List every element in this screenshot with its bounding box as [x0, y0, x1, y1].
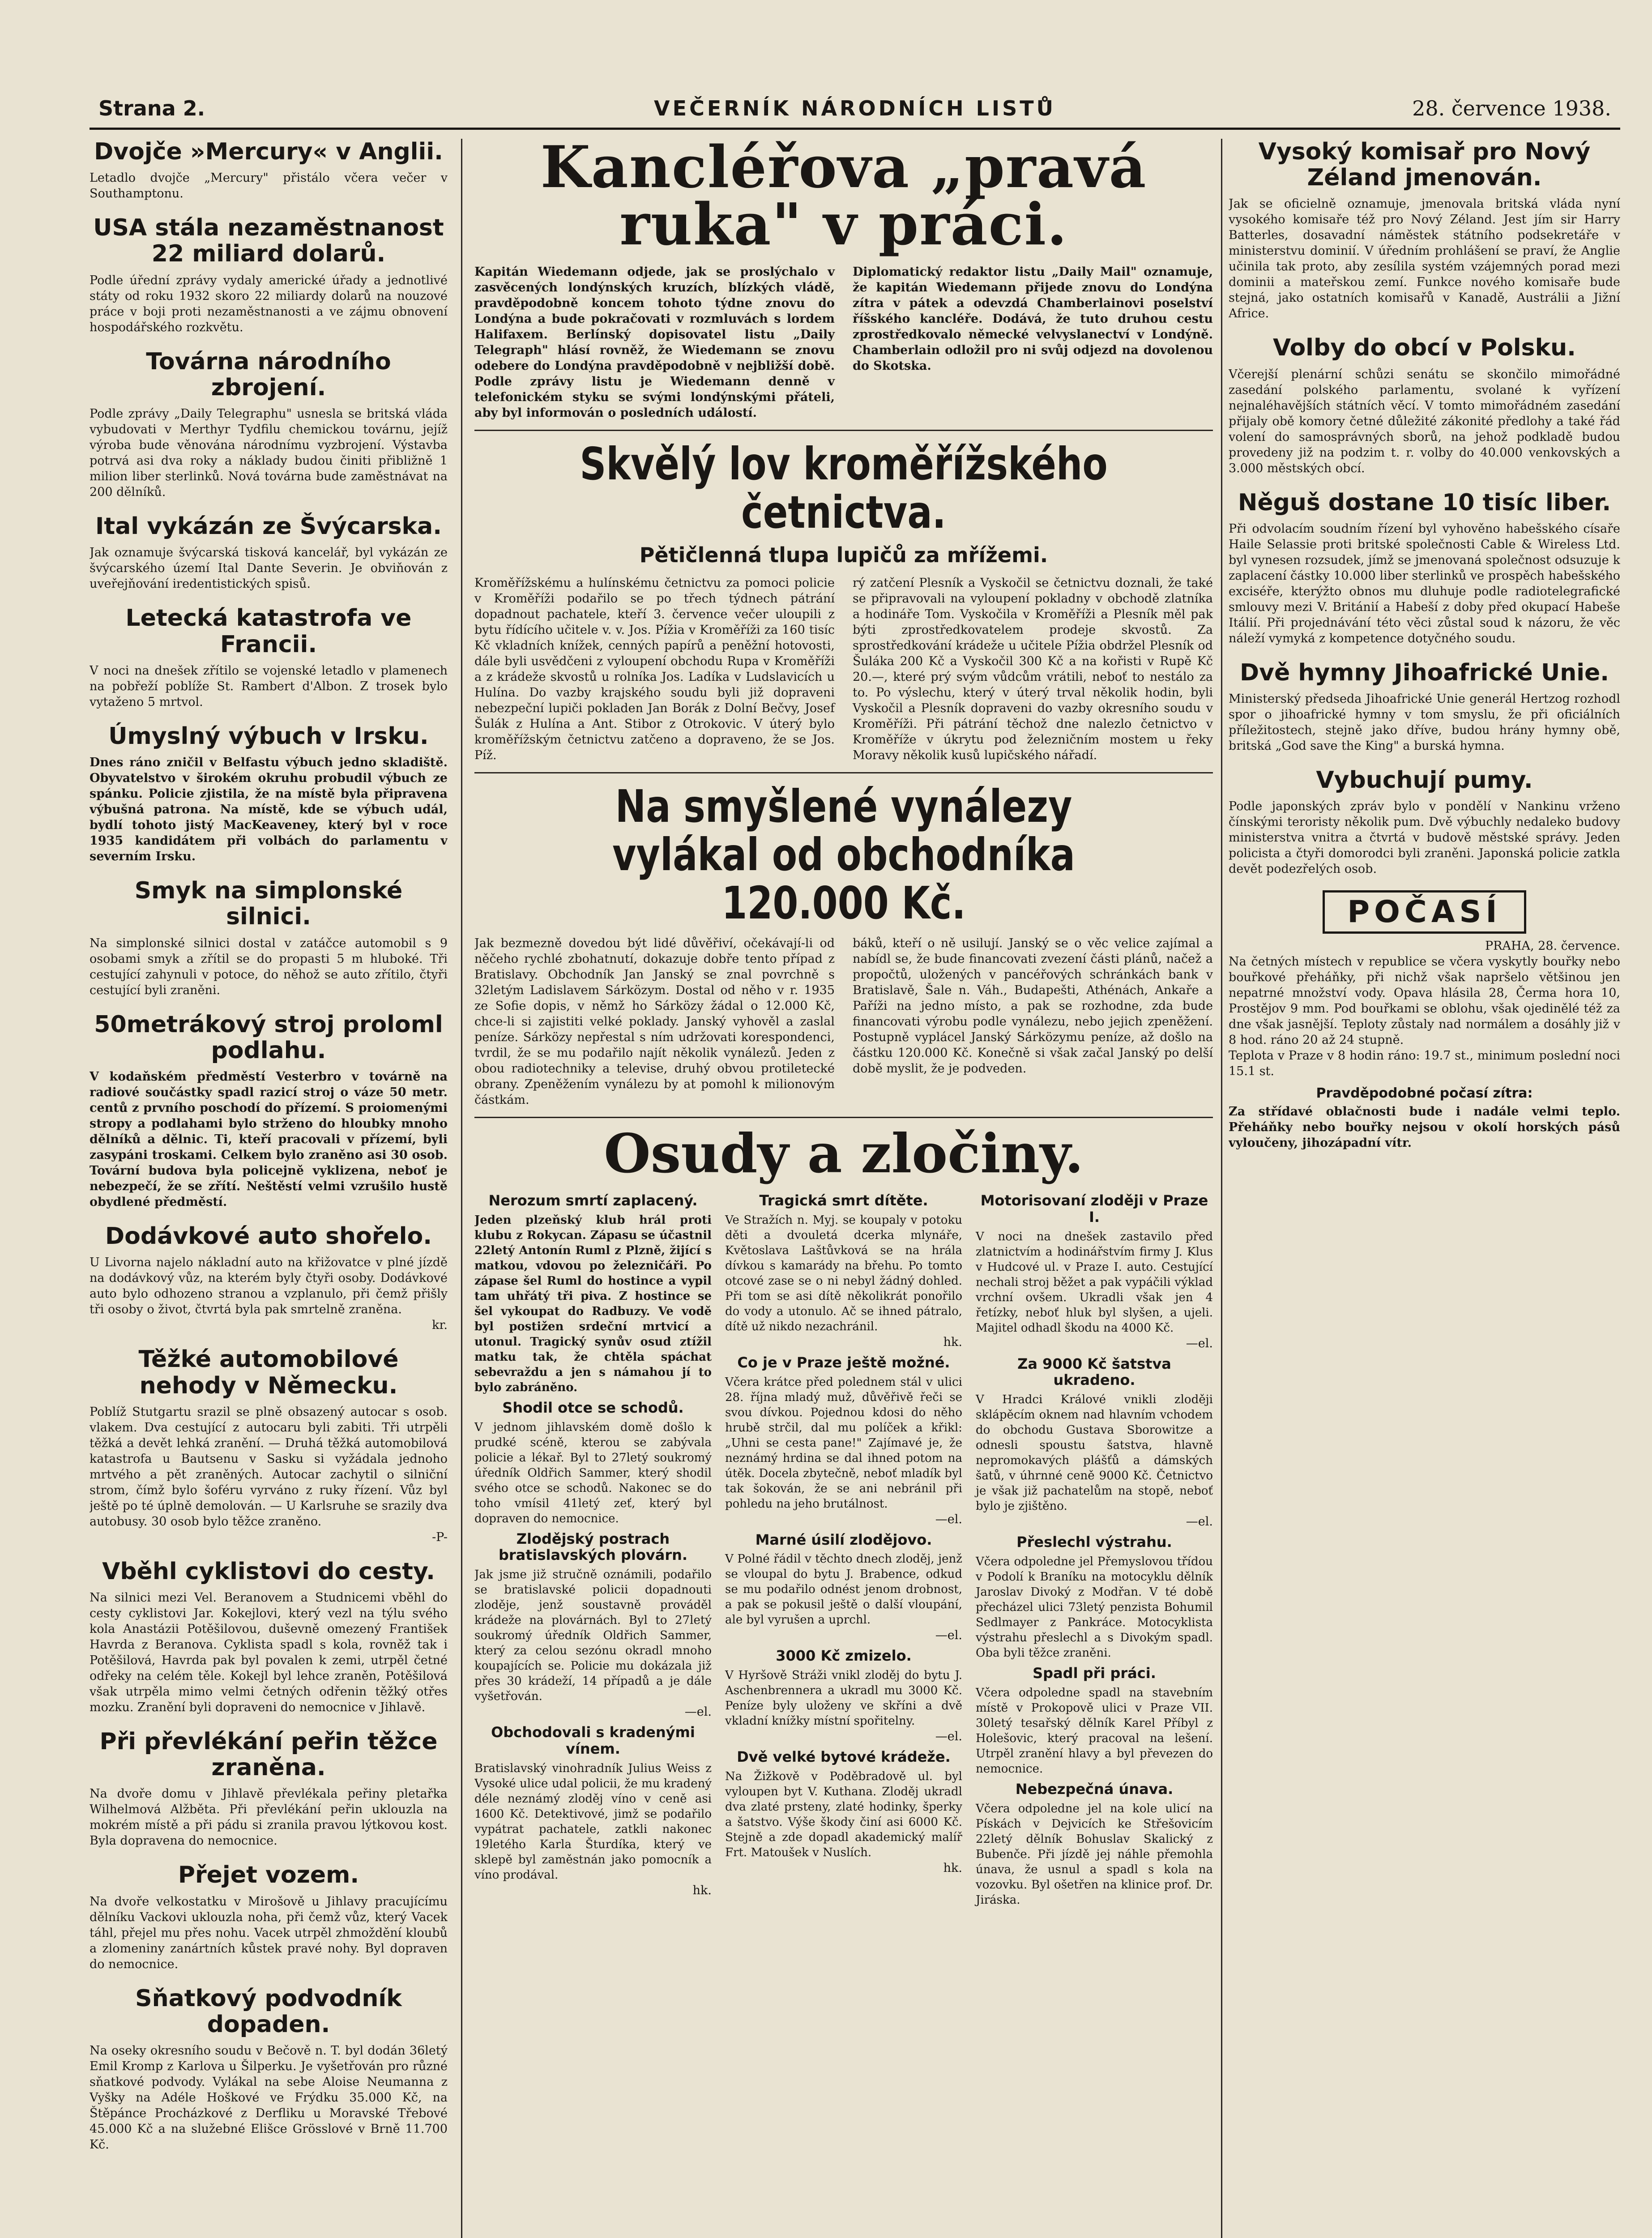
article [90, 1223, 448, 1333]
article-body: Letadlo dvojče „Mercury" přistálo včera večer v Southamptonu. [90, 171, 448, 201]
article [90, 1862, 448, 1972]
crime-note-signature: hk. [692, 1883, 712, 1897]
article [90, 215, 448, 335]
article [90, 605, 448, 709]
crime-note-body: Na Žižkově v Poděbradově ul. byl vyloupen byt V. Kuthana. Zloděj ukradl dva zlaté prsteny, zlaté hodinky, šperky a šatstvo. Výše škody činí asi 6000 Kč. Stejně a zde dopadl akademický malíř Frt. Matoušek v Nuslích. [725, 1769, 962, 1859]
article-headline: USA stála nezaměstnanost 22 miliard dolarů. [93, 214, 444, 268]
crime-note [976, 1192, 1213, 1351]
masthead [90, 92, 1620, 130]
crime-note-headline: Co je v Praze ještě možné. [737, 1354, 950, 1371]
column-divider [461, 139, 462, 2238]
lead-headline: Kancléřova „pravá ruka" v práci. [540, 139, 1147, 258]
article-body: Na dvoře velkostatku v Mirošově u Jihlavy pracujícímu dělníku Vackovi uklouzla noha, při čemž vůz, který Vacek táhl, přejel mu přes nohu. Vacek utrpěl zhmoždění kloubů a zlomeniny zanártních kůstek pravé nohy. Byl dopraven do nemocnice. [90, 1894, 448, 1971]
crime-note [976, 1534, 1213, 1661]
article-body: V kodaňském předměstí Vesterbro v továrně na radiové součástky spadl razicí stroj o váze 50 metr. centů z prvního poschodí do přízemí. S proiomenými stropy a podlahami bylo strženo do hloubky mnoho dělníků a dělnic. Ti, kteří pracovali v přízemí, byli zasypáni troskami. Celkem bylo zraněno asi 30 osob. Tovární budova byla policejně vyklizena, neboť je nebezpečí, že se zřítí. Neštěstí velmi vzrušilo hustě obydlené předměstí. [90, 1070, 448, 1209]
crime-column [725, 1188, 962, 1908]
article [1229, 335, 1620, 476]
article [90, 349, 448, 500]
crime-note-signature: —el. [684, 1705, 712, 1719]
article-body: Podle zprávy „Daily Telegraphu" usnesla se britská vláda vybudovati v Merthyr Tydfilu chemickou továrnu, jejíž výroba bude věnována národnímu vyzbrojení. Výstavba potrvá asi dva roky a náklady budou činiti přibližně 1 milion liber sterlinků. Nová továrna bude zaměstnávat na 200 dělníků. [90, 407, 448, 500]
crime-note [474, 1531, 712, 1720]
article-headline: Sňatkový podvodník dopaden. [135, 1985, 402, 2038]
center-column [474, 139, 1213, 2238]
article-headline: Dvojče »Mercury« v Anglii. [94, 139, 443, 165]
crime-note [725, 1354, 962, 1527]
article-body: Při odvolacím soudním řízení byl vyhověno habešského císaře Haile Selassie proti britské společnosti Cable & Wireless Ltd. byl vynesen rozsudek, jímž se jmenovaná společnost odsuzuje k zaplacení částky 10.000 liber sterlinků ve prospěch habešského exciséře, kterýžto obnos mu dluhuje podle radiotelegrafické smlouvy mezi V. Británií a Habeší z doby před okupací Habeše Itálií. Při projednávání této věci zůstal soud k názoru, že věc náleží vymyká z kompetence dotyčného soudu. [1229, 521, 1620, 645]
article-signature: -P- [432, 1530, 448, 1544]
story-body-left: Jak bezmezně dovedou být lidé důvěřiví, očekávají-li od něčeho rychlé zbohatnutí, dokazuje dobře tento případ z Bratislavy. Obchodník Jan Janský se znal povrchně s 32letým Ladislavem Sárközym. Dostal od něho v r. 1935 ze Sofie dopis, v němž ho Sárközy žádal o 12.000 Kč, chce-li si zajistiti velké poklady. Janský vyhověl a zaslal peníze. Sárközy nepřestal s ním udržovati korespondenci, tvrdil, že se mu podařilo najít několik vynálezů. Jeden z obou radiotechniky a televise, druhý obvou protiletecké obrany. Zpeněžením vynálezu by at pomohl k milionovým částkám. [474, 936, 835, 1107]
weather-heading: POČASÍ [1323, 890, 1526, 934]
crime-note-signature: —el. [935, 1730, 962, 1744]
lead-body-right: Diplomatický redaktor listu „Daily Mail" oznamuje, že kapitán Wiedemann přijede znovu do Londýna zítra v pátek a odevzdá Chamberlainovi poselství říšského kancléře. Dodává, že tuto druhou cestu zprostředkovalo německé velvyslanectví v Londýně. Chamberlain odložil pro ni svůj odjezd na dovolenou do Skotska. [853, 265, 1213, 373]
weather-box [1229, 890, 1620, 1151]
crime-note-headline: Tragická smrt dítěte. [759, 1192, 928, 1209]
crime-note-headline: Zlodějský postrach bratislavských plovárn. [498, 1530, 688, 1564]
story-cetnictvo [474, 440, 1213, 763]
crime-note-body: Včera odpoledne spadl na stavebním místě v Prokopově ulici v Praze VII. 30letý tesařský dělník Karel Příbyl z Holešovic, který pracoval na lešení. Utrpěl zranění hlavy a byl převezen do nemocnice. [976, 1686, 1213, 1776]
crime-note [976, 1781, 1213, 1908]
crime-note [474, 1400, 712, 1526]
crime-note [474, 1192, 712, 1395]
crime-note-signature: hk. [943, 1861, 962, 1875]
crime-note-body: V Hradci Králové vnikli zloději sklápěcím oknem nad hlavním vchodem do obchodu Gustava Sborowitze a odnesli spoustu šatstva, hlavně nepromokavých plášťů a dámských šatů, v úhrnné ceně 9000 Kč. Četnictvo je však již pachatelům na stopě, neboť bylo je zjištěno. [976, 1393, 1213, 1513]
article [1229, 660, 1620, 754]
crime-note-headline: Spadl při práci. [1033, 1664, 1156, 1682]
crime-note-signature: —el. [1186, 1515, 1213, 1529]
crime-note-body: Včera odpoledne jel Přemyslovou třídou v Podolí k Braníku na motocyklu dělník Jaroslav Divoký z Modřan. V té době přecházel ulici 73letý penzista Bohumil Sedlmayer z Pankráce. Motocyklista výstrahu přeslechl a s Divokým spadl. Oba byli těžce zraněni. [976, 1555, 1213, 1660]
article [90, 513, 448, 592]
article [90, 1012, 448, 1210]
article-body: Jak se oficielně oznamuje, jmenovala britská vláda nyní vysokého komisaře též pro Nový Zéland. Jest jím sir Harry Batterles, dosavadní náměstek státního podsekretáře v ministerstvu dominií. V úředním prohlášení se praví, že Anglie učinila tak proto, aby zesílila systém vzájemných porad mezi dominii a mateřskou zemí. Funkce nového komisaře bude stejná, jako ostatních komisařů v Kanadě, Austrálii a Jižní Africe. [1229, 197, 1620, 321]
crime-column [976, 1188, 1213, 1908]
article [90, 139, 448, 201]
article-headline: Dvě hymny Jihoafrické Unie. [1239, 659, 1609, 686]
article-body: Ministerský předseda Jihoafrické Unie generál Hertzog rozhodl spor o jihoafrické hymny v tom smyslu, že při oficiálních příležitostech, stejně jako dříve, budou hrány hymny obě, britská „God save the King" a burská hymna. [1229, 692, 1620, 753]
story-body-right: báků, kteří o ně usilují. Janský se o věc velice zajímal a nabídl se, že bude financovati zvezení části plánů, načež a propočtů, uložených v pancéřových schránkách bank v Bratislavě, Šale n. Váh., Budapešti, Athénách, Ankaře a Paříži na jedno místo, a pak se rozhodne, zda bude financovati výrobu podle vynálezu, nebo jejich zpeněžení. Postupně vyplácel Janský Sárközymu peníze, až došlo na částku 120.000 Kč. Konečně si však začal Janský po delší době myslit, že je podveden. [853, 936, 1213, 1076]
article-headline: Ital vykázán ze Švýcarska. [95, 513, 442, 540]
crime-note [725, 1749, 962, 1876]
article-headline: Vysoký komisař pro Nový Zéland jmenován. [1258, 139, 1591, 192]
crime-note-body: V Polné řádil v těchto dnech zloděj, jenž se vloupal do bytu J. Brabence, odkud se mu podařilo odnést jenom drobnost, a pak se pokusil ještě o další vloupání, ale byl vyrušen a uprchl. [725, 1552, 962, 1627]
article [90, 878, 448, 998]
article-body: V noci na dnešek zřítilo se vojenské letadlo v plamenech na pobřeží poblíže St. Rambert d'Albon. Z trosek bylo vytaženo 5 mrtvol. [90, 663, 448, 709]
separator [474, 1117, 1213, 1118]
crime-note-headline: Marné úsilí zlodějovo. [755, 1531, 932, 1548]
crime-note [976, 1665, 1213, 1777]
article-headline: Dodávkové auto shořelo. [105, 1223, 432, 1250]
article-body: Včerejší plenární schůzi senátu se skončilo mimořádné zasedání polského parlamentu, svolané k vyřízení nejnaléhavějších státních věcí. V tomto mimořádném zasedání přijaly obě komory četné důležité zákonité předlohy a také řád volení do samosprávných sborů, na jehož podkladě budou provedeny již na podzim t. r. volby do 40.000 venkovských a 3.000 městských obcí. [1229, 367, 1620, 475]
article-body: Na dvoře domu v Jihlavě převlékala peřiny pletařka Wilhelmová Alžběta. Při převlékání peřin uklouzla na mokrém místě a při pádu si zranila pravou lýtkovou kost. Byla dopravena do nemocnice. [90, 1787, 448, 1848]
article-body: Na simplonské silnici dostal v zatáčce automobil s 9 osobami smyk a zřítil se do propasti 5 m hluboké. Tři cestující zahynuli v potoce, do něhož se auto zřítilo, čtyři cestující byli zraněni. [90, 936, 448, 997]
crime-column [474, 1188, 712, 1908]
article [90, 1729, 448, 1849]
crime-note-headline: 3000 Kč zmizelo. [776, 1647, 912, 1665]
article-signature: kr. [432, 1318, 448, 1333]
article-body: Poblíž Stutgartu srazil se plně obsazený autocar s osob. vlakem. Dva cestující z autocaru byli zabiti. Tři utrpěli těžká a devět lehká zranění. — Druhá těžká automobilová katastrofa u Bautsenu v Sasku si vyžádala jednoho mrtvého a pět zraněných. Autocar zachytil o silniční strom, čímž bylo šoféru vyrváno z ruky řízení. Vůz byl ještě po té úplně demolován. — U Karlsruhe se srazily dva autobusy. 30 osob bylo těžce zraněno. [90, 1405, 448, 1529]
crime-note [474, 1724, 712, 1898]
article [90, 723, 448, 864]
lead-story [474, 139, 1213, 421]
article-headline: Přejet vozem. [178, 1862, 359, 1889]
crime-note-body: Jeden plzeňský klub hrál proti klubu z Rokycan. Zápasu se účastnil 22letý Antonín Ruml z Plzně, žijící s matkou, vdovou po železničáři. Po zápase šel Ruml do hostince a vypil tam uhřátý tři piva. Z hostince se šel vykoupat do Radbuzy. Ve vodě byl postižen srdeční mrtvicí a utonul. Tragický synův osud ztížil matku tak, že chtěla spáchat sebevraždu a jen s námahou jí to bylo zabráněno. [474, 1213, 712, 1394]
crime-note [725, 1648, 962, 1744]
crime-note-body: Ve Stražích n. Myj. se koupaly v potoku děti a dvouletá dcerka mlynáře, Květoslava Laštůvková se na hrála dívkou s kamarády na břehu. Po tomto otcové zase se o ni nebyl žádný dohled. Při tom se asi dítě několikrát ponořilo do vody a utonulo. Ač se ihned pátralo, dítě už nikdo nezachránil. [725, 1213, 962, 1333]
crime-note-headline: Přeslechl výstrahu. [1016, 1533, 1172, 1551]
story-body-right: rý zatčení Plesník a Vyskočil se četnictvu doznali, že také se připravovali na vyloupení pokladny v obchodě zlatníka a hodináře Tom. Vyskočila v Kroměříži a Plesník měl pak býti zprostředkovatelem prodeje skvostů. Za sprostředkování krádeže u učitele Pížia obdržel Plesník od Šuláka 200 Kč a Vyskočil 300 Kč a na kořisti v Rupě Kč 20.—, které prý svým vůdcům vrátili, neboť to nestálo za to. Po výslechu, který v úterý trval několik hodin, byli Vyskočil a Plesník dopraveni do vazby okresního soudu v Kroměříži. Při pátrání těchož dne nalezlo četnictvo v Kroměříže v úkrytu pod železničním mostem u řeky Moravy několik kusů lupičského nářadí. [853, 576, 1213, 762]
weather-body: Na četných místech v republice se včera vyskytly bouřky nebo bouřkové přeháňky, při nichž však napršelo většinou jen nepatrné množství vody. Opava hlásila 28, Čerma hora 10, Prostějov 9 mm. Pod bouřkami se oblohu, však ojedinělé též za dne však jasnější. Teploty zůstaly nad normálem a dosáhly již v 8 hod. ráno 20 až 24 stupně. [1229, 955, 1620, 1047]
crime-note [976, 1356, 1213, 1530]
article [1229, 490, 1620, 646]
article-headline: Těžké automobilové nehody v Německu. [138, 1346, 399, 1399]
weather-forecast-title: Pravděpodobné počasí zítra: [1316, 1085, 1533, 1102]
article-headline: Při převlékání peřin těžce zraněna. [99, 1728, 438, 1781]
page-number: Strana 2. [98, 96, 205, 120]
crime-note-headline: Za 9000 Kč šatstva ukradeno. [1017, 1355, 1171, 1389]
crime-note-body: Bratislavský vinohradník Julius Weiss z Vysoké ulice udal policii, že mu kradený déle neznámý zloděj víno v ceně asi 1600 Kč. Detektivové, jimž se podařilo vypátrat pachatele, zatkli nakonec 19letého Karla Šturdíka, který ve sklepě byl zaměstnán jako pomocník a víno prodával. [474, 1761, 712, 1882]
story-vynalezy [474, 782, 1213, 1108]
weather-temps: Teplota v Praze v 8 hodin ráno: 19.7 st., minimum poslední noci 15.1 st. [1229, 1049, 1620, 1079]
article-headline: Něguš dostane 10 tisíc liber. [1238, 489, 1611, 516]
crime-note-signature: —el. [1186, 1336, 1213, 1350]
crime-note-headline: Motorisovaní zloději v Praze I. [980, 1192, 1208, 1226]
article-headline: Vběhl cyklistovi do cesty. [102, 1558, 435, 1585]
article-headline: Továrna národního zbrojení. [146, 348, 391, 401]
article-body: Jak oznamuje švýcarská tisková kancelář, byl vykázán ze švýcarského území Ital Dante Severin. Je obviňován z uveřejňování iredentistických spisů. [90, 546, 448, 591]
article-body: Na silnici mezi Vel. Beranovem a Studnicemi vběhl do cesty cyklistovi Jar. Kokejlovi, který vezl na týlu svého kola Anastázii Potěšilovou, duševně omezený František Havrda z Beranova. Cyklista spadl s kola, rovněž tak i Potěšilová, Havrda pak byl povalen k zemi, utrpěl četné odřeky na celém těle. Kokejl byl lehce zraněn, Potěšilová však utrpěla mimo velmi četných odřenin těžký otřes mozku. Zranění byli dopraveni do nemocnice v Jihlavě. [90, 1590, 448, 1714]
story-subheadline: Pětičlenná tlupa lupičů za mřížemi. [639, 543, 1048, 567]
article-headline: Volby do obcí v Polsku. [1273, 334, 1576, 362]
crime-note [725, 1532, 962, 1644]
article [1229, 767, 1620, 877]
article-body: Podle úřední zprávy vydaly americké úřady a jednotlivé státy od roku 1932 skoro 22 miliardy dolarů na nouzové práce v boji proti nezaměstnanosti a ve zájmu obnovení hospodářského rozkvětu. [90, 273, 448, 334]
crime-note-body: Jak jsme již stručně oznámili, podařilo se bratislavské policii dopadnouti zloděje, jenž soustavně prováděl krádeže na plovárnách. Byl to 27letý soukromý úředník Oldřich Sammer, který za celou sezónu okradl mnoho koupajících se. Policie mu dokázala již přes 30 krádeží, 14 případů a je dále vyšetřován. [474, 1568, 712, 1704]
issue-date: 28. července 1938. [1412, 96, 1611, 120]
story-headline: Na smyšlené vynálezy vylákal od obchodníka 120.000 Kč. [612, 780, 1075, 929]
article-headline: Smyk na simplonské silnici. [134, 877, 403, 931]
article-body: Dnes ráno zničil v Belfastu výbuch jedno skladiště. Obyvatelstvo v širokém okruhu probudil výbuch ze spánku. Policie zjistila, že na místě byla připravena výbušná patrona. Na místě, kde se výbuch udál, bydlí tohoto jistý MacKeaveney, který byl v roce 1935 kandidátem při volbách do parlamentu v severním Irsku. [90, 756, 448, 864]
article [90, 1986, 448, 2153]
article [90, 1559, 448, 1715]
crime-note-headline: Nebezpečná únava. [1015, 1780, 1174, 1798]
lead-body-left: Kapitán Wiedemann odjede, jak se proslýchalo v zasvěcených londýnských kruzích, blízkých vládě, pravděpodobně koncem tohoto týdne znovu do Londýna a bude pokračovati v rozmluvách s lordem Halifaxem. Berlínský dopisovatel listu „Daily Telegraph" hlásí rovněž, že Wiedemann se znovu odebere do Londýna pravděpodobně v nejbližší době. Podle zprávy listu je Wiedemann denně v telefonickém styku se svými londýnskými přáteli, aby byl informován o posledních událostí. [474, 265, 835, 420]
crime-note-signature: —el. [935, 1512, 962, 1526]
crime-note-headline: Dvě velké bytové krádeže. [737, 1748, 951, 1766]
crime-note-body: V noci na dnešek zastavilo před zlatnictvím a hodinářstvím firmy J. Klus v Hudcové ul. v Praze I. auto. Cestující nechali stroj běžet a pak vypáčili výklad vrchní ovšem. Ukradli však jen 4 řetízky, neboť hluk byl slyšen, a ujeli. Majitel odhadl škodu na 4000 Kč. [976, 1230, 1213, 1335]
weather-dateline: PRAHA, 28. července. [1485, 939, 1620, 953]
paper-title: VEČERNÍK NÁRODNÍCH LISTŮ [654, 96, 1056, 120]
article-headline: Letecká katastrofa ve Francii. [125, 605, 412, 658]
article-headline: Úmyslný výbuch v Irsku. [108, 722, 429, 750]
crime-note-signature: —el. [935, 1628, 962, 1643]
article-body: U Livorna najelo nákladní auto na křižovatce v plné jízdě na dodávkový vůz, na kterém byly čtyři osoby. Dodávkové auto bylo odhozeno stranou a vzplanulo, při čemž přišly tři osoby o život, čtvrtá byla pak smrtelně zraněna. [90, 1256, 448, 1317]
story-body-left: Kroměřížskému a hulínskému četnictvu za pomoci policie v Kroměříži podařilo se po třech týdnech pátrání dopadnout pachatele, kteří 3. července večer uloupili z bytu řídícího učitele v. v. Jos. Pížia v Kroměříži za 160 tisíc Kč vkladních knížek, cenných papírů a peněžní hotovosti, dále byli usvědčeni z vyloupení obchodu Rupa v Kroměříži a z krádeže skvostů u rolníka Jos. Ladíka v Ludslavicích u Hulína. Do vazby krajského soudu byli již dopraveni nebezpeční lupiči pokladen Jan Borák z Dolní Bečvy, Josef Šulák z Hulína a Ant. Stibor z Otrokovic. V úterý bylo kroměřížským četnictvu zatčeno a dopraveno, že se Jos. Píž. [474, 576, 835, 762]
weather-forecast: Za střídavé oblačnosti bude i nadále velmi teplo. Přeháňky nebo bouřky nejsou v okolí horských pásů vyloučeny, jihozápadní vítr. [1229, 1105, 1620, 1150]
crime-note [725, 1192, 962, 1350]
article-headline: 50metrákový stroj proloml podlahu. [94, 1011, 443, 1064]
crime-note-body: V Hyršově Stráži vnikl zloděj do bytu J. Aschenbrennera a ukradl mu 3000 Kč. Peníze byly uloženy ve skříni a dvě vkladní knížky místní spořitelny. [725, 1669, 962, 1728]
story-headline: Skvělý lov kroměřížského četnictva. [580, 438, 1108, 538]
article [1229, 139, 1620, 321]
crime-note-body: V jednom jihlavském domě došlo k prudké scéně, kterou se zabývala policie a lékař. Byl to 27letý soukromý úředník Oldřich Sammer, který shodil svého otce se schodů. Nakonec se do toho vmísil 41letý zeť, který byl dopraven do nemocnice. [474, 1420, 712, 1525]
crime-note-signature: hk. [943, 1335, 962, 1349]
crime-note-headline: Shodil otce se schodů. [502, 1399, 684, 1416]
article-body: Podle japonských zpráv bylo v pondělí v Nankinu vrženo čínskými teroristy několik pum. Dvě výbuchly nedaleko budovy ministerstva vnitra a čtvrtá v budově městské správy. Jeden policista a čtyři domorodci byli zraněni. Japonská policie zatkla devět podezřelých osob. [1229, 799, 1620, 876]
article [90, 1346, 448, 1545]
column-divider [1221, 139, 1222, 2238]
article-headline: Vybuchují pumy. [1316, 767, 1533, 794]
crime-note-headline: Obchodovali s kradenými vínem. [491, 1724, 695, 1757]
crime-notes [474, 1188, 1213, 1908]
separator [474, 772, 1213, 773]
separator [474, 430, 1213, 431]
crime-note-body: Včera krátce před polednem stál v ulici 28. října mladý muž, důvěřivě řeči se svou dívkou. Pojednou kdosi do něho hrubě strčil, dal mu políček a křikl: „Uhni se cesta pane!" Zajímavé je, že neznámý hrdina se dal ihned potom na útěk. Docela zbytečně, neboť mladík byl tak šokován, že se ani nebránil při pohledu na jeho brutálnost. [725, 1375, 962, 1511]
right-column [1229, 139, 1620, 2238]
article-body: Na oseky okresního soudu v Bečově n. T. byl dodán 36letý Emil Kromp z Karlova u Šilperku. Je vyšetřován pro různé sňatkové podvody. Vylákal na sebe Aloise Neumanna z Vyšky na Adéle Hoškové ve Frýdku 35.000 Kč, na Štěpánce Procházkové z Derfliku u Moravské Třebové 45.000 Kč a na služebné Elišce Grösslové v Brně 11.700 Kč. [90, 2044, 448, 2152]
section-heading: Osudy a zločiny. [604, 1122, 1084, 1185]
left-column [90, 139, 448, 2238]
crime-note-body: Včera odpoledne jel na kole ulicí na Pískách v Dejvicích ke Střešovicím 22letý dělník Bohuslav Skalický z Bubenče. Při jízdě jej náhle přemohla únava, že usnul a spadl s kola na vozovku. Byl ošetřen na klinice prof. Dr. Jiráska. [976, 1802, 1213, 1907]
crime-note-headline: Nerozum smrtí zaplacený. [488, 1192, 698, 1209]
right-articles [1229, 139, 1620, 877]
